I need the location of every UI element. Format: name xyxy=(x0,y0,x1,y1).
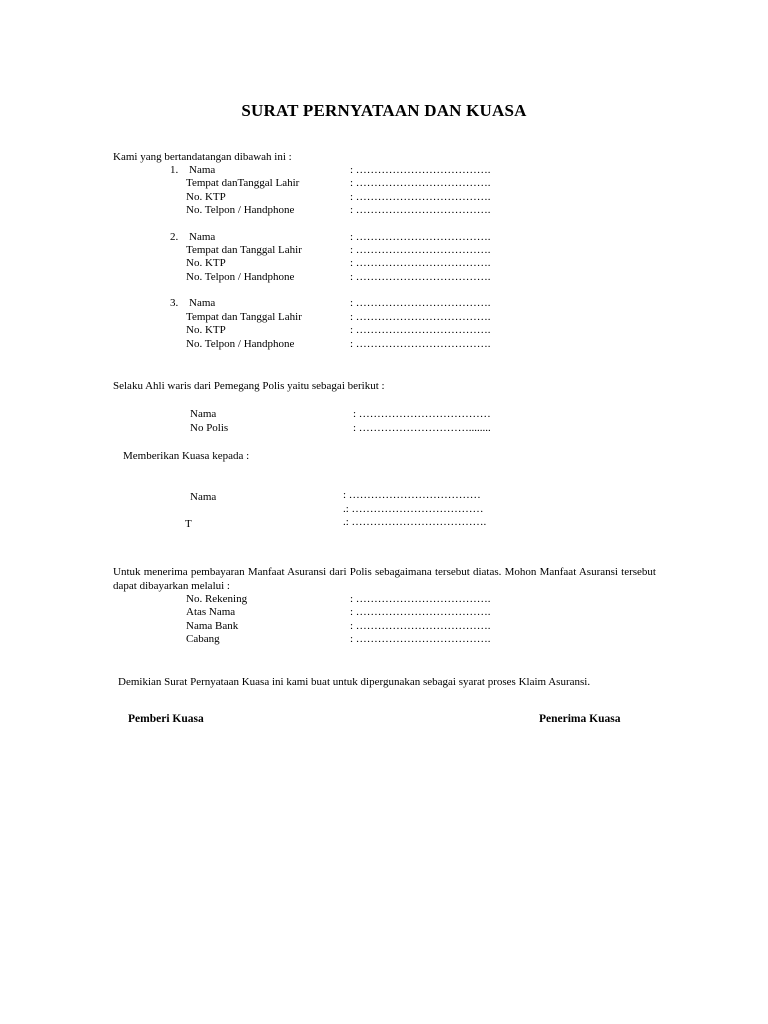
bank-branch-label: Cabang xyxy=(186,633,220,645)
bank-name-label: Nama Bank xyxy=(186,620,239,632)
person-3-phone-dots: : ………………………………. xyxy=(350,338,491,350)
person-1-ttl-dots: : ………………………………. xyxy=(350,177,491,189)
bank-holder-label: Atas Nama xyxy=(186,606,236,618)
kuasa-dots-2: .: ……………………………… xyxy=(343,503,484,515)
person-2-phone-label: No. Telpon / Handphone xyxy=(186,271,295,283)
person-2-number: 2. xyxy=(170,231,179,243)
heirs-intro: Selaku Ahli waris dari Pemegang Polis yaitu sebagai berikut : xyxy=(113,380,385,392)
person-1-name-dots: : ………………………………. xyxy=(350,164,491,176)
person-3-ttl-label: Tempat dan Tanggal Lahir xyxy=(186,311,302,323)
person-3-name-dots: : ………………………………. xyxy=(350,297,491,309)
person-2-ktp-dots: : ………………………………. xyxy=(350,257,491,269)
person-1-ktp-dots: : ………………………………. xyxy=(350,191,491,203)
person-2-name-dots: : ………………………………. xyxy=(350,231,491,243)
person-3-number: 3. xyxy=(170,297,179,309)
person-3-name-label: Nama xyxy=(189,297,216,309)
person-2-ttl-dots: : ………………………………. xyxy=(350,244,491,256)
policy-name-label: Nama xyxy=(190,408,217,420)
signature-giver-label: Pemberi Kuasa xyxy=(128,713,204,725)
policy-name-dots: : ……………………………… xyxy=(353,408,491,420)
kuasa-intro: Memberikan Kuasa kepada : xyxy=(123,450,250,462)
person-1-number: 1. xyxy=(170,164,179,176)
bank-name-dots: : ………………………………. xyxy=(350,620,491,632)
bank-account-label: No. Rekening xyxy=(186,593,248,605)
kuasa-dots-1: : ……………………………… xyxy=(343,489,481,501)
person-2-name-label: Nama xyxy=(189,231,216,243)
person-3-ktp-dots: : ………………………………. xyxy=(350,324,491,336)
closing-statement: Demikian Surat Pernyataan Kuasa ini kami buat untuk dipergunakan sebagai syarat proses Klaim Asuransi. xyxy=(118,676,591,688)
person-3-phone-label: No. Telpon / Handphone xyxy=(186,338,295,350)
policy-number-dots: : …………………………........ xyxy=(353,422,491,434)
bank-holder-dots: : ………………………………. xyxy=(350,606,491,618)
kuasa-t-label: T xyxy=(185,518,192,530)
bank-branch-dots: : ………………………………. xyxy=(350,633,491,645)
person-3-ttl-dots: : ………………………………. xyxy=(350,311,491,323)
person-1-phone-dots: : ………………………………. xyxy=(350,204,491,216)
policy-number-label: No Polis xyxy=(190,422,229,434)
signature-receiver-label: Penerima Kuasa xyxy=(539,713,621,725)
person-1-phone-label: No. Telpon / Handphone xyxy=(186,204,295,216)
kuasa-dots-3: .: ………………………………. xyxy=(343,516,487,528)
document-title: SURAT PERNYATAAN DAN KUASA xyxy=(241,101,527,120)
person-2-phone-dots: : ………………………………. xyxy=(350,271,491,283)
kuasa-name-label: Nama xyxy=(190,491,217,503)
person-1-ktp-label: No. KTP xyxy=(186,191,226,203)
person-2-ttl-label: Tempat dan Tanggal Lahir xyxy=(186,244,302,256)
person-1-name-label: Nama xyxy=(189,164,216,176)
payment-paragraph: Untuk menerima pembayaran Manfaat Asuransi dari Polis sebagaimana tersebut diatas. Mohon Manfaat Asuransi tersebut dapat dibayarkan melalui : xyxy=(113,566,656,592)
person-2-ktp-label: No. KTP xyxy=(186,257,226,269)
bank-account-dots: : ………………………………. xyxy=(350,593,491,605)
person-3-ktp-label: No. KTP xyxy=(186,324,226,336)
person-1-ttl-label: Tempat danTanggal Lahir xyxy=(186,177,300,189)
intro-text: Kami yang bertandatangan dibawah ini : xyxy=(113,151,292,163)
